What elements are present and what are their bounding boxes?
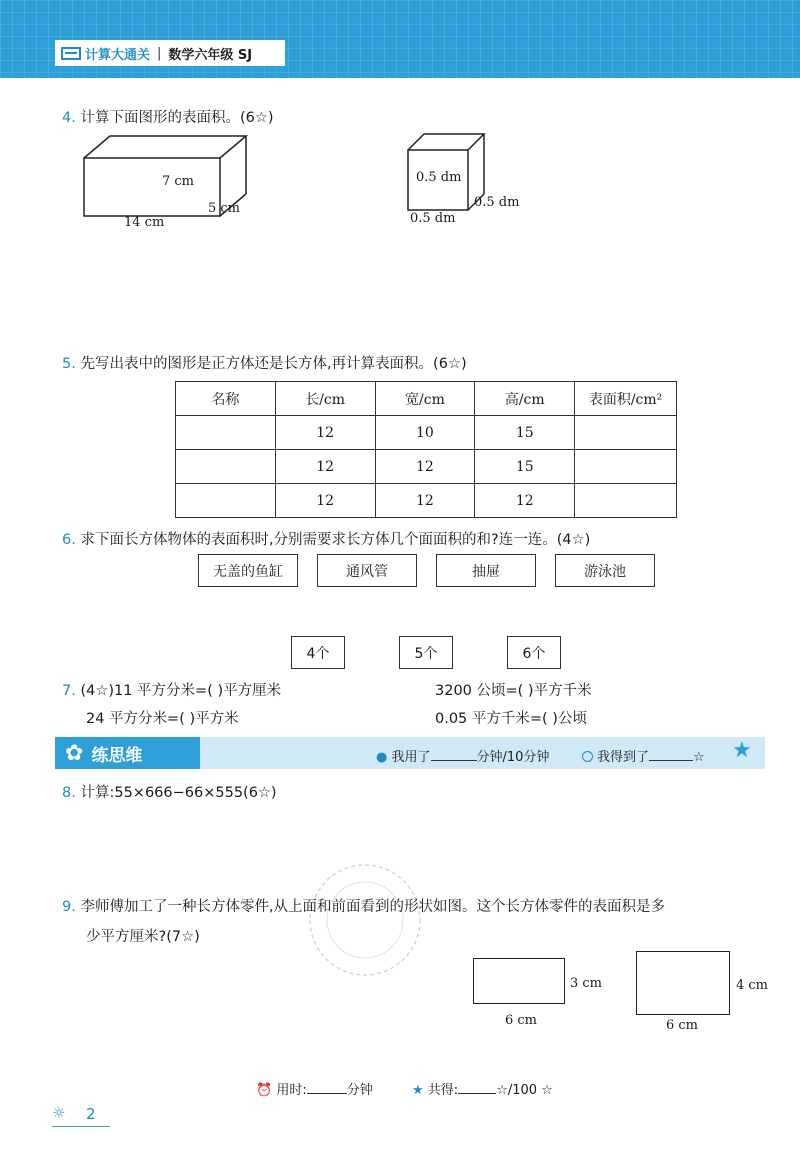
cuboid-length-label: 14 cm (124, 215, 165, 230)
table-cell-area-answer[interactable] (575, 484, 677, 518)
question-9-number: 9. (62, 899, 76, 915)
front-view-rectangle (636, 951, 730, 1015)
time-used-blank[interactable] (431, 749, 477, 761)
time-used-prefix: 我用了 (391, 750, 431, 765)
score-prefix: 我得到了 (597, 750, 650, 765)
front-view-width-label: 6 cm (666, 1018, 699, 1033)
table-row (176, 450, 677, 484)
header-band (0, 0, 800, 78)
object-box[interactable]: 抽屉 (436, 554, 536, 587)
table-cell: 10 (375, 416, 475, 450)
table-header: 表面积/cm² (575, 382, 677, 416)
count-box[interactable]: 5个 (399, 636, 453, 669)
book-icon (61, 45, 81, 61)
cube-front-label: 0.5 dm (416, 170, 462, 185)
question-9-line-1 (62, 895, 665, 916)
cube-bottom-label: 0.5 dm (410, 211, 456, 226)
table-cell: 15 (475, 416, 575, 450)
table-header: 高/cm (475, 382, 575, 416)
count-box[interactable]: 4个 (291, 636, 345, 669)
question-6-number: 6. (62, 532, 76, 548)
time-used-field (376, 746, 549, 765)
footer-time-blank[interactable] (307, 1082, 347, 1094)
question-8-text: 计算:55×666−66×555(6☆) (80, 785, 277, 801)
star-icon: ★ (732, 738, 752, 763)
subject-title: 数学六年级 SJ (168, 47, 253, 63)
flower-icon: ✿ (65, 740, 84, 766)
table-cell-name-answer[interactable] (176, 484, 276, 518)
table-header-row (176, 382, 677, 416)
question-7-item-2: 3200 公顷=( )平方千米 (435, 683, 592, 699)
question-5-text: 先写出表中的图形是正方体还是长方体,再计算表面积。(6☆) (80, 356, 467, 372)
footer-score-unit: ☆/100 ☆ (496, 1083, 553, 1098)
question-4-number: 4. (62, 110, 76, 126)
table-cell-name-answer[interactable] (176, 416, 276, 450)
table-cell: 12 (275, 416, 375, 450)
table-header: 宽/cm (375, 382, 475, 416)
table-row (176, 484, 677, 518)
question-8 (62, 781, 277, 802)
series-title: 计算大通关 (85, 47, 151, 63)
section-title-box (55, 737, 200, 769)
table-cell: 12 (375, 450, 475, 484)
cuboid-height-label: 7 cm (162, 174, 195, 189)
footer-underline (52, 1126, 110, 1127)
question-4 (62, 106, 274, 127)
score-field (582, 746, 705, 765)
section-title: 练思维 (91, 745, 143, 766)
question-7-text-1: (4☆)11 平方分米=( )平方厘米 (80, 683, 282, 699)
footer-score-blank[interactable] (458, 1082, 496, 1094)
question-7-item-1 (62, 679, 281, 700)
question-7-number: 7. (62, 683, 76, 699)
object-box[interactable]: 通风管 (317, 554, 417, 587)
question-9-text-1: 李师傅加工了一种长方体零件,从上面和前面看到的形状如图。这个长方体零件的表面积是多 (80, 899, 666, 915)
question-7-item-3: 24 平方分米=( )平方米 (86, 711, 239, 727)
object-box[interactable]: 游泳池 (555, 554, 655, 587)
footer-score-label: 共得: (427, 1083, 459, 1098)
table-cell: 12 (375, 484, 475, 518)
cube-side-label: 0.5 dm (474, 195, 520, 210)
table-header: 名称 (176, 382, 276, 416)
sun-icon: ☼ (52, 1104, 66, 1122)
table-cell-name-answer[interactable] (176, 450, 276, 484)
footer-time-label: 用时: (276, 1083, 307, 1098)
footer-time (256, 1079, 373, 1098)
question-7-item-4: 0.05 平方千米=( )公顷 (435, 711, 587, 727)
table-row (176, 416, 677, 450)
table-cell: 12 (275, 450, 375, 484)
star-icon: ★ (412, 1083, 424, 1098)
water-drop-icon: ● (376, 750, 388, 765)
question-4-text: 计算下面图形的表面积。(6☆) (80, 110, 274, 126)
question-6-text: 求下面长方体物体的表面积时,分别需要求长方体几个面面积的和?连一连。(4☆) (80, 532, 591, 548)
alarm-clock-icon: ⏰ (256, 1083, 273, 1098)
table-cell-area-answer[interactable] (575, 450, 677, 484)
footer-score (412, 1079, 553, 1098)
front-view-height-label: 4 cm (736, 978, 769, 993)
table-cell: 15 (475, 450, 575, 484)
score-blank[interactable] (649, 749, 693, 761)
table-cell: 12 (275, 484, 375, 518)
question-6 (62, 528, 590, 549)
footer-time-unit: 分钟 (346, 1083, 373, 1098)
object-box[interactable]: 无盖的鱼缸 (198, 554, 298, 587)
score-suffix: ☆ (693, 750, 705, 765)
time-used-suffix: 分钟/10分钟 (476, 750, 550, 765)
check-circle-icon (582, 751, 593, 762)
question-5-number: 5. (62, 356, 76, 372)
table-cell: 12 (475, 484, 575, 518)
question-9-line-2: 少平方厘米?(7☆) (86, 929, 200, 945)
page-number: 2 (86, 1105, 96, 1123)
top-view-width-label: 6 cm (505, 1013, 538, 1028)
count-box[interactable]: 6个 (507, 636, 561, 669)
table-cell-area-answer[interactable] (575, 416, 677, 450)
question-8-number: 8. (62, 785, 76, 801)
header-separator: | (157, 45, 162, 61)
top-view-height-label: 3 cm (570, 976, 603, 991)
surface-area-table (175, 381, 677, 518)
cuboid-depth-label: 5 cm (208, 201, 241, 216)
question-5 (62, 352, 467, 373)
watermark-stamp (290, 860, 440, 990)
top-view-rectangle (473, 958, 565, 1004)
table-header: 长/cm (275, 382, 375, 416)
header-label (55, 40, 285, 66)
